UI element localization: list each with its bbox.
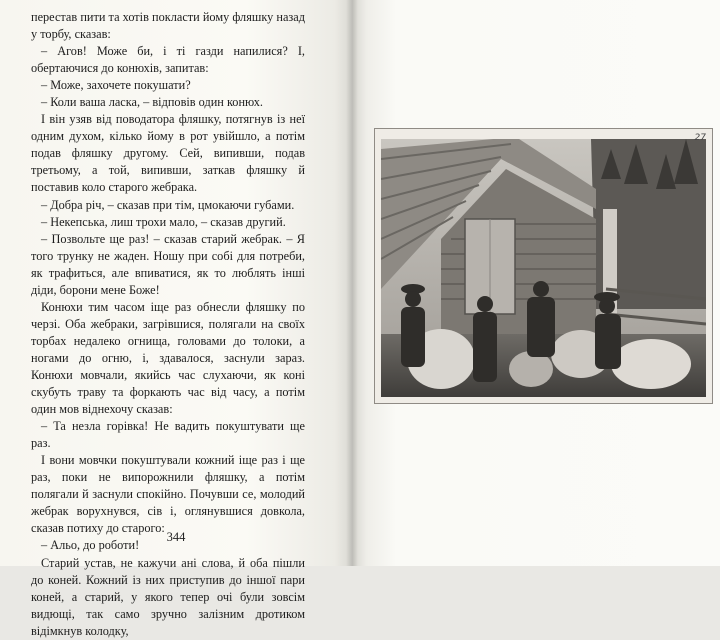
paragraph: – Може, захочете покушати? [41, 78, 191, 93]
left-page [0, 0, 352, 638]
paragraph: – Добра річ, – сказав при тім, цмокаючи губами. [41, 197, 295, 212]
body-text [31, 9, 305, 640]
paragraph: – Коли ваша ласка, – відповів один конюх. [41, 95, 263, 110]
paragraph: – Альо, до роботи! [41, 538, 140, 553]
archival-photo [381, 139, 706, 397]
book-gutter [346, 0, 358, 566]
paragraph: – Некепська, лиш трохи мало, – сказав другий. [41, 214, 286, 229]
page-number: 344 [166, 530, 186, 544]
paragraph: І вони мовчки покуштували кожний іще раз і ще раз, поки не випорожнили фляшку, а потім полягали й заснули спокійно. Почувши се, молодий жебрак ворухнувся, сів і, оглянувшися довкола, сказав потиху до старого: [31, 453, 305, 536]
paragraph: перестав пити та хотів покласти йому фляшку назад у торбу, сказав: [31, 10, 305, 42]
paragraph: – Агов! Може би, і ті газди напилися? І, обертаючися до конюхів, запитав: [31, 44, 305, 76]
paragraph: – Позвольте ще раз! – сказав старий жебрак. – Я того трунку не жаден. Ношу при собі для потреби, як трафиться, але впиватися, як то люблять інші діди, борони мене Боже! [31, 231, 305, 297]
paragraph: – Та незла горівка! Не вадить покуштувати ще раз. [31, 419, 305, 451]
paragraph: І він узяв від поводатора фляшку, потягнув із неї одним духом, кілько йому в рот увійшло, а потім подав фляшку другому. Сей, випивши, подав третьому, а той, випивши, заткав фляшку й поставив коло старого жебрака. [31, 112, 305, 195]
photo-illustration [381, 139, 706, 397]
photo-frame [374, 128, 713, 404]
paragraph: Старий устав, не кажучи ані слова, й оба пішли до коней. Кожний із них приступив до іншої пари коней, а старий, у якого тепер очі були зовсім видющі, так само зручно залізним дротиком відімкнув колодку, [31, 555, 305, 638]
photo-mark: 27 [694, 133, 706, 143]
paragraph: Конюхи тим часом іще раз обнесли фляшку по черзі. Оба жебраки, загрівшися, полягали на своїх торбах недалеко огнища, головами до толоки, а ногами до огню, і, здавалося, заснули зараз. Конюхи мовчали, якийсь час слухаючи, як коні скубуть траву та форкають час від часу, а потім один мов віднехочу сказав: [31, 299, 305, 417]
